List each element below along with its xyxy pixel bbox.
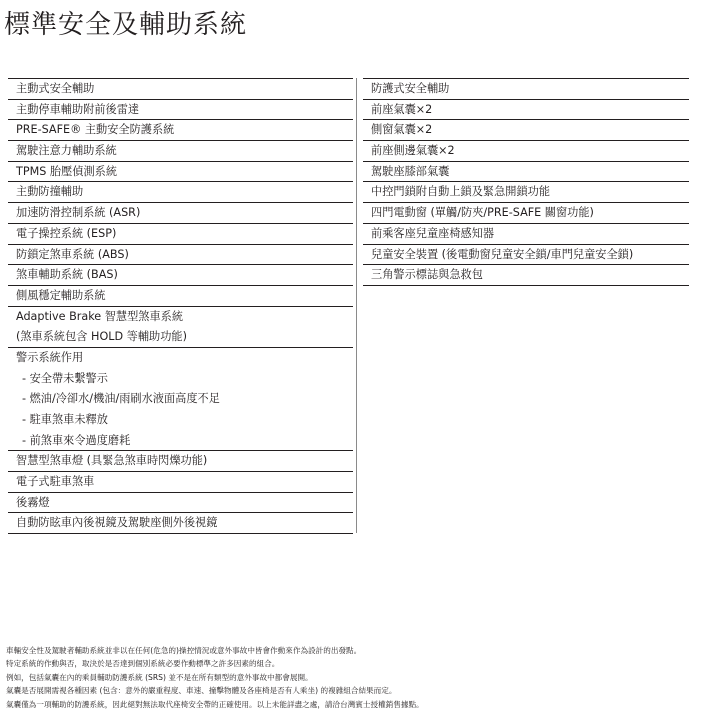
list-item: 前座氣囊×2 [363,100,689,121]
list-item: (煞車系統包含 HOLD 等輔助功能) [8,327,353,348]
list-item: 防護式安全輔助 [363,79,689,100]
list-sub-item: - 安全帶未繫警示 [22,371,108,385]
list-item: 中控門鎖附自動上鎖及緊急開鎖功能 [363,182,689,203]
footnote-line: 氣囊僅為一項輔助的防護系統，因此絕對無法取代座椅安全帶的正確使用。以上未能詳盡之處，請洽台灣賓士授權銷售據點。 [6,699,424,709]
list-item: 前乘客座兒童座椅感知器 [363,224,689,245]
list-item: 駕駛座膝部氣囊 [363,162,689,183]
list-sub-item: - 駐車煞車未釋放 [22,413,108,426]
standard-safety-list-left [8,78,353,534]
list-item: 後霧燈 [8,493,353,514]
footnote-line: 特定系統的作動與否，取決於是否達到個別系統必要作動標準之許多因素的組合。 [6,659,280,669]
page-title: 標準安全及輔助系統 [4,10,248,40]
list-item: 電子操控系統 (ESP) [8,224,353,245]
list-item: 側風穩定輔助系統 [8,286,353,307]
footnotes [6,644,711,711]
list-item: 駕駛注意力輔助系統 [8,141,353,162]
list-item: 主動停車輔助附前後雷達 [8,100,353,121]
footnote-line: 氣囊是否展開需視各種因素 (包含：意外的嚴重程度、車速、撞擊物體及各座椅是否有人乘坐) 的複雜組合結果而定。 [6,686,397,696]
list-item: 防鎖定煞車系統 (ABS) [8,245,353,266]
list-item: PRE-SAFE® 主動安全防護系統 [8,120,353,141]
footnote-line: 車輛安全性及駕駛者輔助系統並非以在任何(危急的)操控情況或意外事故中皆會作動來作為設計的出發點。 [6,646,362,655]
list-item: 主動防撞輔助 [8,182,353,203]
list-item: 自動防眩車內後視鏡及駕駛座側外後視鏡 [8,513,353,534]
list-sub-item: - 燃油/冷卻水/機油/雨刷水液面高度不足 [22,392,220,406]
list-item: 煞車輔助系統 (BAS) [8,265,353,286]
column-divider [356,78,357,533]
list-item: 三角警示標誌與急救包 [363,265,689,286]
list-item: 前座側邊氣囊×2 [363,141,689,162]
list-sub-item: - 前煞車來令過度磨耗 [8,431,353,452]
list-item: 側窗氣囊×2 [363,120,689,141]
list-item: 主動式安全輔助 [8,79,353,100]
footnote-line: 例如，包括氣囊在內的乘員輔助防護系統 (SRS) 並不是在所有類型的意外事故中都會展開。 [6,672,313,682]
protective-safety-list-right [363,78,689,286]
list-item: 電子式駐車煞車 [8,472,353,493]
list-item: 兒童安全裝置 (後電動窗兒童安全鎖/車門兒童安全鎖) [363,245,689,266]
list-item: TPMS 胎壓偵測系統 [8,162,353,183]
list-item: Adaptive Brake 智慧型煞車系統 [16,309,184,323]
list-item: 加速防滑控制系統 (ASR) [8,203,353,224]
list-item: 智慧型煞車燈 (具緊急煞車時閃爍功能) [8,451,353,472]
list-item: 四門電動窗 (單觸/防夾/PRE-SAFE 關窗功能) [363,203,689,224]
list-item: 警示系統作用 [16,350,84,364]
